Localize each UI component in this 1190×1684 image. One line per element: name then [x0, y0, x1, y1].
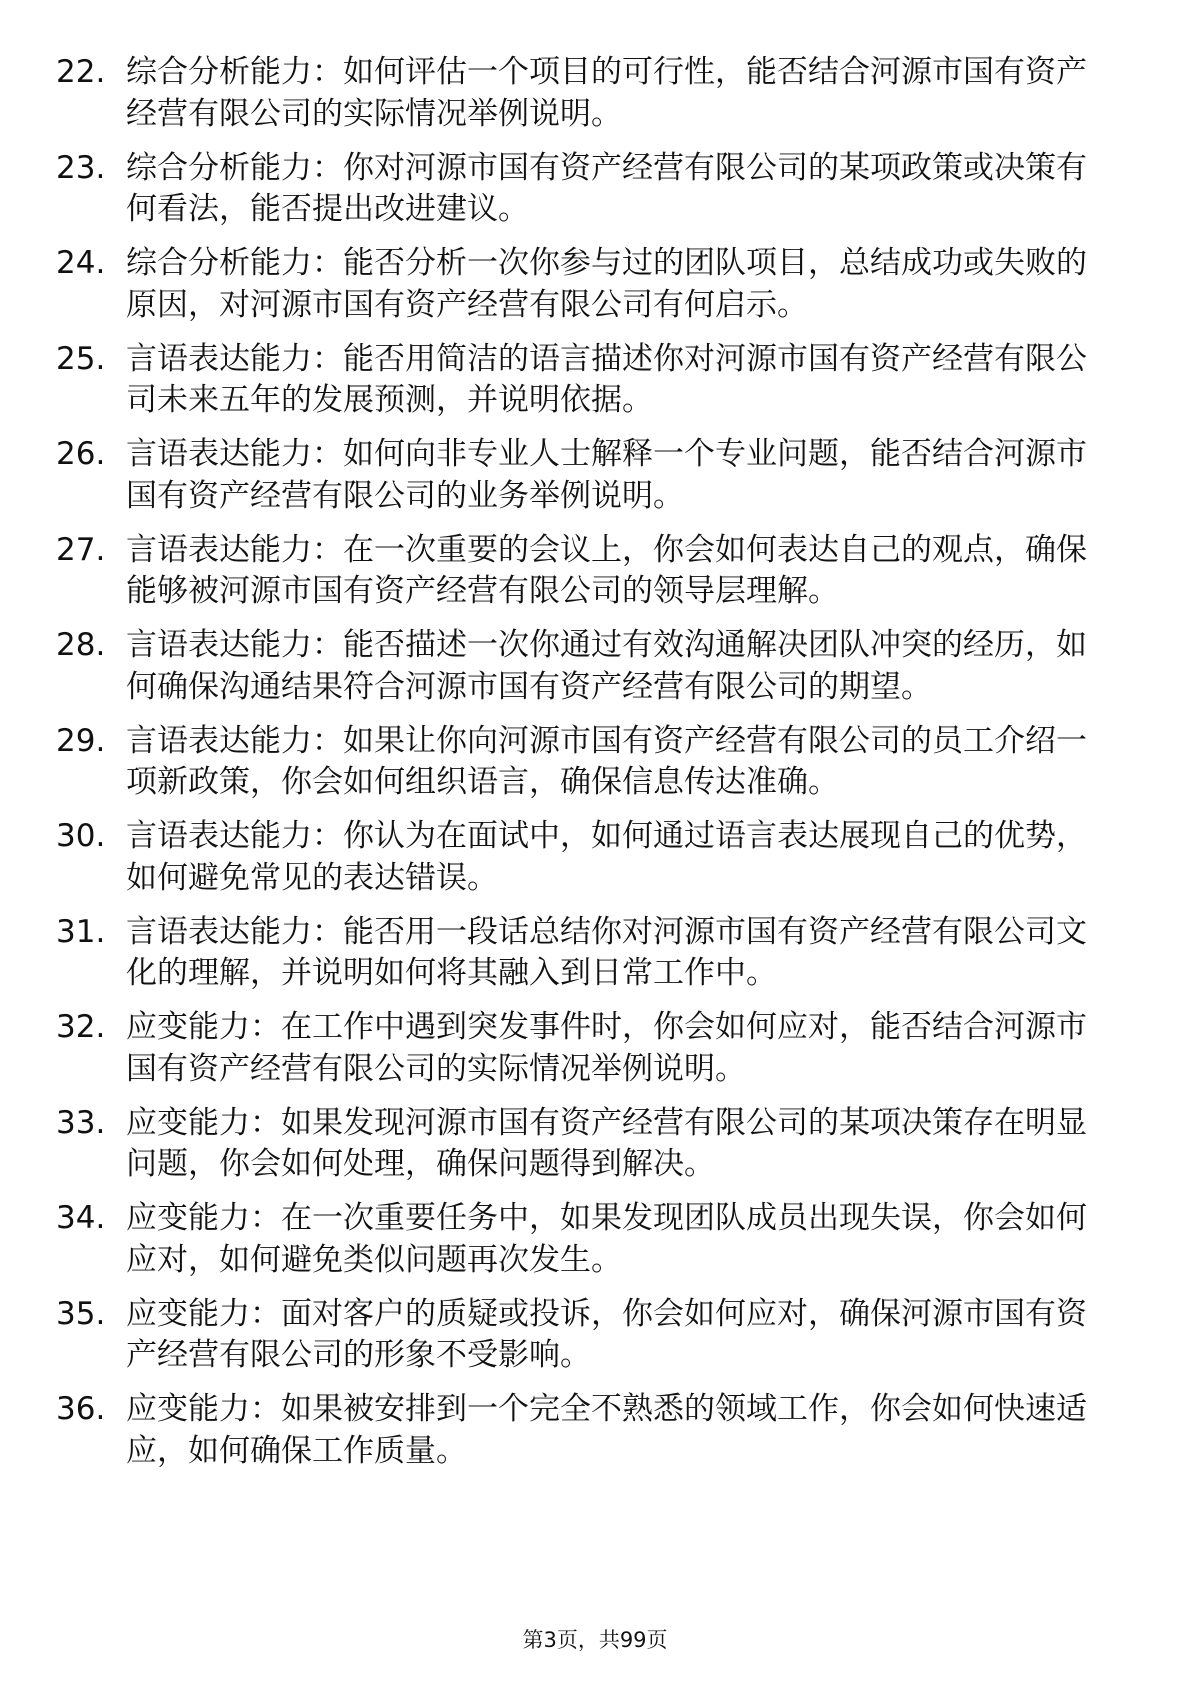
item-number: 33.: [56, 1104, 106, 1141]
item-text: 言语表达能力：如何向非专业人士解释一个专业问题，能否结合河源市国有资产经营有限公司的业务举例说明。: [126, 436, 1087, 514]
item-text: 言语表达能力：你认为在面试中，如何通过语言表达展现自己的优势，如何避免常见的表达错误。: [126, 818, 1087, 896]
item-text: 言语表达能力：能否用一段话总结你对河源市国有资产经营有限公司文化的理解，并说明如何将其融入到日常工作中。: [126, 913, 1087, 991]
item-text: 综合分析能力：如何评估一个项目的可行性，能否结合河源市国有资产经营有限公司的实际情况举例说明。: [126, 54, 1087, 132]
page-number-footer: 第3页，共99页: [522, 1628, 668, 1652]
item-text: 言语表达能力：能否用简洁的语言描述你对河源市国有资产经营有限公司未来五年的发展预测，并说明依据。: [126, 340, 1087, 418]
item-text: 综合分析能力：能否分析一次你参与过的团队项目，总结成功或失败的原因，对河源市国有资产经营有限公司有何启示。: [126, 245, 1087, 323]
list-item: [56, 912, 1106, 995]
list-item: [56, 148, 1106, 231]
list-item: [56, 434, 1106, 517]
item-number: 32.: [56, 1009, 106, 1045]
list-item: [56, 243, 1106, 326]
item-number: 34.: [56, 1200, 106, 1236]
question-list: [56, 52, 1106, 1485]
list-item: [56, 339, 1106, 422]
item-number: 28.: [56, 627, 106, 663]
item-text: 应变能力：在一次重要任务中，如果发现团队成员出现失误，你会如何应对，如何避免类似问题再次发生。: [126, 1200, 1087, 1278]
list-item: [56, 1294, 1106, 1377]
item-number: 29.: [56, 722, 106, 759]
item-text: 言语表达能力：在一次重要的会议上，你会如何表达自己的观点，确保能够被河源市国有资产经营有限公司的领导层理解。: [126, 531, 1087, 609]
list-item: [56, 1198, 1106, 1281]
item-text: 应变能力：面对客户的质疑或投诉，你会如何应对，确保河源市国有资产经营有限公司的形象不受影响。: [126, 1295, 1087, 1373]
list-item: [56, 1103, 1106, 1186]
item-number: 31.: [56, 913, 106, 950]
item-text: 应变能力：如果发现河源市国有资产经营有限公司的某项决策存在明显问题，你会如何处理，确保问题得到解决。: [126, 1104, 1087, 1182]
item-number: 25.: [56, 340, 106, 377]
item-text: 言语表达能力：如果让你向河源市国有资产经营有限公司的员工介绍一项新政策，你会如何组织语言，确保信息传达准确。: [126, 722, 1087, 800]
item-text: 应变能力：在工作中遇到突发事件时，你会如何应对，能否结合河源市国有资产经营有限公司的实际情况举例说明。: [126, 1009, 1087, 1087]
list-item: [56, 816, 1106, 899]
list-item: [56, 721, 1106, 804]
list-item: [56, 1007, 1106, 1090]
list-item: [56, 530, 1106, 613]
list-item: [56, 1389, 1106, 1472]
item-number: 30.: [56, 818, 106, 854]
item-number: 26.: [56, 436, 106, 472]
item-text: 言语表达能力：能否描述一次你通过有效沟通解决团队冲突的经历，如何确保沟通结果符合河源市国有资产经营有限公司的期望。: [126, 627, 1087, 705]
item-text: 应变能力：如果被安排到一个完全不熟悉的领域工作，你会如何快速适应，如何确保工作质量。: [126, 1391, 1087, 1469]
item-number: 36.: [56, 1391, 106, 1427]
list-item: [56, 625, 1106, 708]
item-number: 24.: [56, 245, 106, 281]
item-number: 27.: [56, 531, 106, 568]
item-number: 22.: [56, 54, 106, 90]
item-text: 综合分析能力：你对河源市国有资产经营有限公司的某项政策或决策有何看法，能否提出改进建议。: [126, 149, 1087, 227]
item-number: 23.: [56, 149, 106, 186]
list-item: [56, 52, 1106, 135]
item-number: 35.: [56, 1295, 106, 1332]
